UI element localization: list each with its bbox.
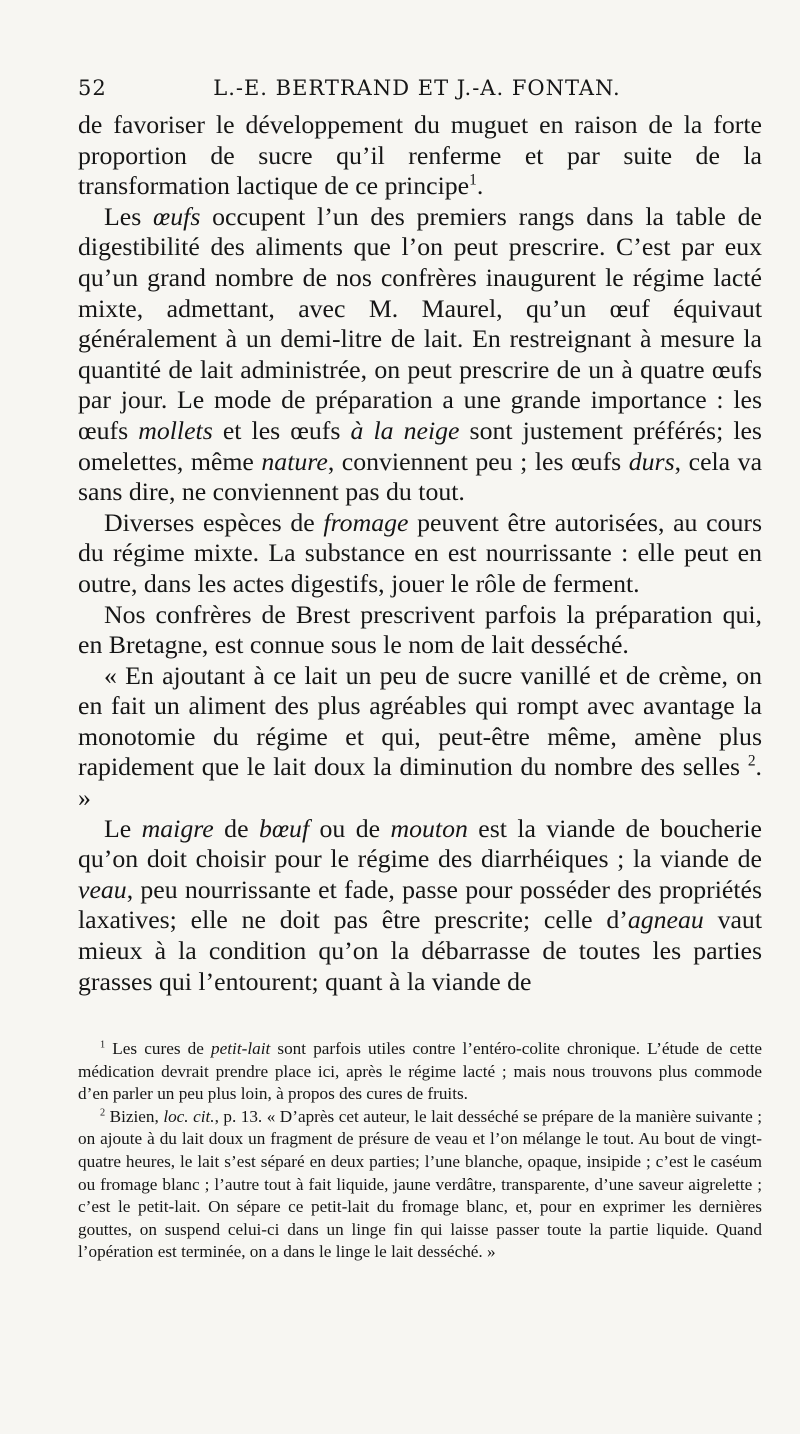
text-run: .	[476, 171, 484, 201]
italic-term: agneau	[627, 905, 704, 935]
italic-term: petit-lait	[211, 1039, 271, 1058]
italic-term: loc. cit.	[163, 1106, 215, 1126]
italic-term: œufs	[153, 201, 201, 231]
running-header	[78, 76, 756, 106]
text-run: Les	[104, 201, 154, 231]
text-run: ou de	[309, 813, 391, 843]
text-run: et les œufs	[212, 415, 351, 445]
footnote	[78, 1106, 762, 1264]
page-number: 52	[78, 76, 107, 100]
paragraph	[78, 661, 762, 814]
note-marker: 2	[747, 752, 756, 770]
text-run: , conviennent peu ; les œufs	[327, 446, 629, 476]
text-run: Bizien,	[105, 1106, 164, 1126]
note-marker: 1	[469, 171, 477, 189]
paragraph	[78, 600, 762, 661]
text-run: Diverses espèces de	[104, 507, 324, 537]
italic-term: à la neige	[350, 415, 460, 445]
note-marker: 1	[100, 1039, 106, 1051]
text-run: de favoriser le développement du muguet en raison de la forte proportion de sucre qu’il renferme et par suite de la transformation lactique de ce principe	[78, 110, 762, 201]
footnote	[78, 1038, 762, 1106]
text-run: , cela va sans dire, ne conviennent pas du tout.	[78, 446, 763, 507]
italic-term: durs	[628, 446, 675, 476]
running-title: L.-E. BERTRAND ET J.-A. FONTAN.	[213, 76, 621, 100]
paragraph	[78, 814, 762, 998]
text-run: Les cures de	[105, 1039, 212, 1058]
text-run: occupent l’un des premiers rangs dans la table de digestibilité des aliments que l’on peut prescrire. C’est par eux qu’un grand nombre de nos confrères inaugurent le régime lacté mixte, admettant, avec M. Maurel, qu’un œuf équivaut généralement à un demi-litre de lait. En restreignant à mesure la quantité de lait administrée, on peut prescrire de un à quatre œufs par jour. Le mode de préparation a une grande importance : les œufs	[78, 201, 763, 445]
paragraph	[78, 202, 762, 508]
text-run: « En ajoutant à ce lait un peu de sucre vanillé et de crème, on en fait un aliment des plus agréables qui rompt avec avantage la monotomie du régime et qui, peut-être même, amène plus rapidement que le lait doux la diminution du nombre des selles	[78, 660, 762, 782]
text-run: Le	[104, 813, 142, 843]
text-run: est la viande de boucherie qu’on doit choisir pour le régime des diarrhéiques ; la viande de	[78, 813, 763, 874]
body-text	[78, 110, 762, 997]
text-run: sont justement préférés; les omelettes, même	[78, 415, 762, 476]
footnotes	[78, 1038, 762, 1264]
text-run: vaut mieux à la condition qu’on la débarrasse de toutes les parties grasses qui l’entourent; quant à la viande de	[78, 905, 762, 996]
text-run: Nos confrères de Brest prescrivent parfois la préparation qui, en Bretagne, est connue sous le nom de lait desséché.	[78, 599, 762, 660]
text-run: de	[213, 813, 259, 843]
italic-term: mollets	[138, 415, 213, 445]
paragraph	[78, 508, 762, 600]
italic-term: nature	[261, 446, 328, 476]
text-run: , peu nourrissante et fade, passe pour posséder des propriétés laxatives; elle ne doit pas être prescrite; celle d’	[78, 874, 762, 935]
text-run: sont parfois utiles contre l’entéro-colite chronique. L’étude de cette médication devrait prendre place ici, après le régime lacté ; mais nous trouvons plus commode d’en parler un peu plus loin, à propos des cures de fruits.	[78, 1039, 762, 1104]
italic-term: veau	[78, 874, 127, 904]
text-run: , p. 13. « D’après cet auteur, le lait desséché se prépare de la manière suivante ; on ajoute à du lait doux un fragment de présure de veau et l’on mélange le tout. Au bout de vingt-quatre heures, le lait s’est séparé en deux parties; l’une blanche, opaque, insipide ; c’est le caséum ou fromage blanc ; l’autre tout à fait liquide, jaune verdâtre, transparente, d’une saveur aigrelette ; c’est le petit-lait. On sépare ce petit-lait du fromage blanc, et, pour en exprimer les dernières gouttes, on suspend celui-ci dans un linge fin qui laisse passer toute la partie liquide. Quand l’opération est terminée, on a dans le linge le lait desséché. »	[78, 1106, 762, 1262]
italic-term: mouton	[390, 813, 468, 843]
text-run: . »	[78, 752, 762, 813]
note-marker: 2	[100, 1107, 106, 1119]
text-run: peuvent être autorisées, au cours du régime mixte. La substance en est nourrissante : elle peut en outre, dans les actes digestifs, jouer le rôle de ferment.	[78, 507, 762, 598]
paragraph	[78, 110, 762, 202]
italic-term: maigre	[141, 813, 214, 843]
italic-term: fromage	[323, 507, 409, 537]
italic-term: bœuf	[258, 813, 310, 843]
